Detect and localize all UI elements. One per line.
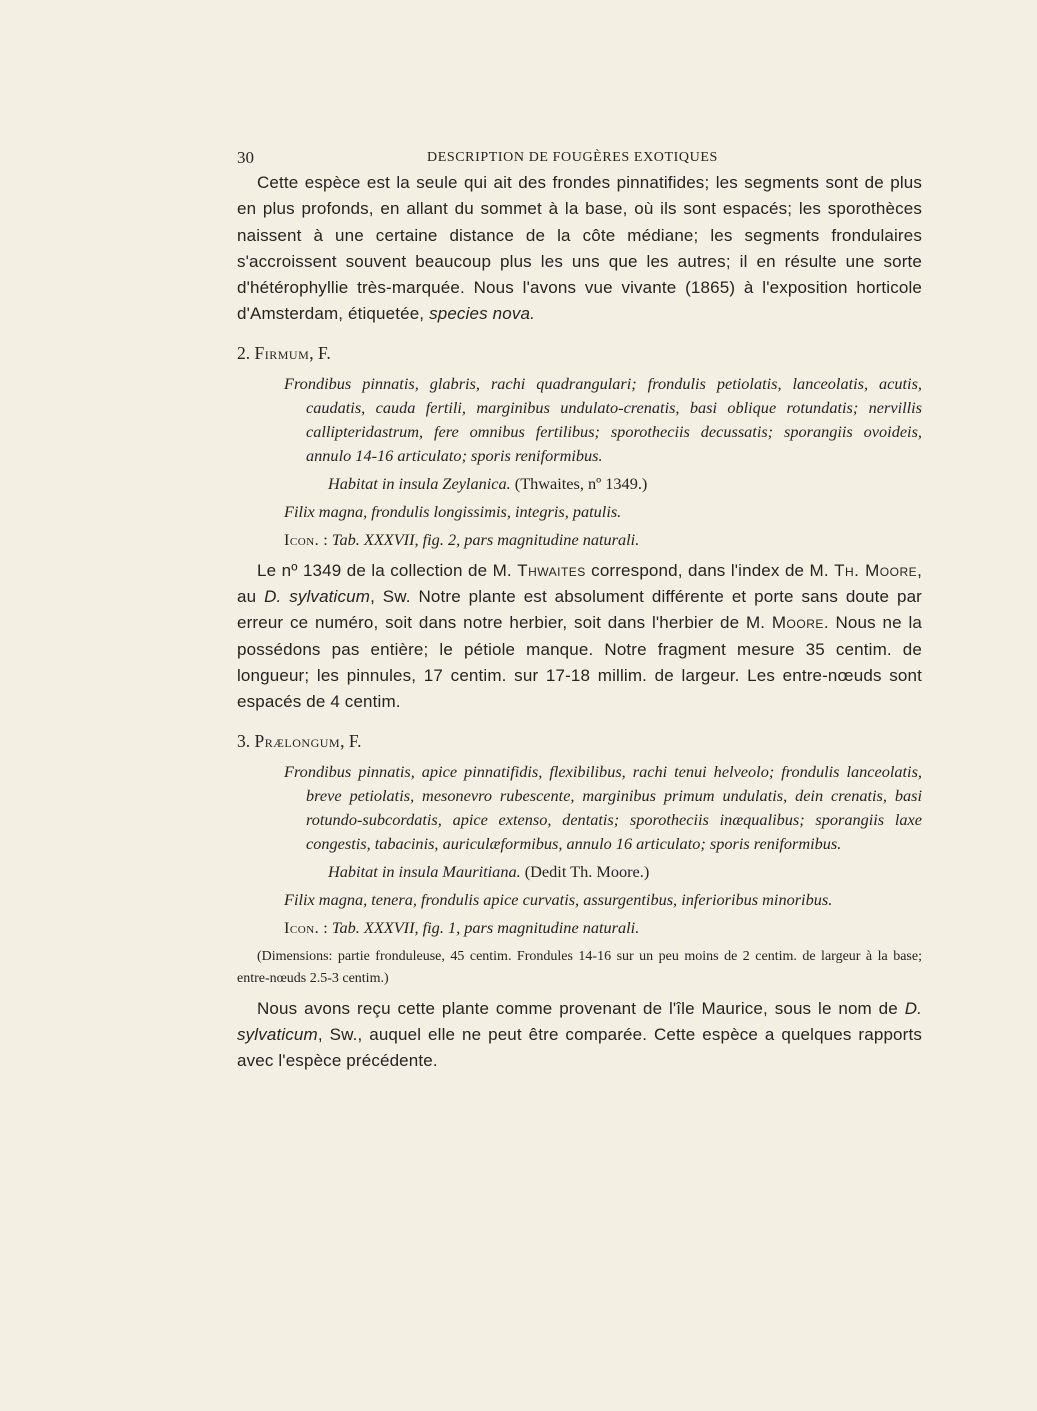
commentary-text: , Sw., auquel elle ne peut être comparée. Cette espèce a quelques rapports avec l'espèce précédente. xyxy=(237,1024,922,1071)
species-name: Prælongum xyxy=(254,730,341,751)
commentary-text: correspond, dans l'index de M. xyxy=(585,560,835,580)
page-header xyxy=(237,146,922,170)
species-number: 2. xyxy=(237,342,251,363)
icon-label: Icon. xyxy=(284,917,320,937)
intro-paragraph xyxy=(237,170,922,328)
page xyxy=(237,146,922,1074)
habitat-locality: Habitat in insula Mauritiana. xyxy=(328,861,521,881)
commentary-paragraph-2 xyxy=(237,558,922,716)
filix-description-3: Filix magna, tenera, frondulis apice curvatis, assurgentibus, inferioribus minoribus. xyxy=(284,889,833,909)
species-author: , F. xyxy=(309,342,331,363)
running-title: DESCRIPTION DE FOUGÈRES EXOTIQUES xyxy=(427,150,718,165)
icon-plate: Tab. XXXVII, fig. 2, pars magnitudine naturali. xyxy=(331,529,640,549)
dimensions-note: (Dimensions: partie fronduleuse, 45 centim. Frondules 14-16 sur un peu moins de 2 centim. de largeur à la base; entre-nœuds 2.5-3 centim.) xyxy=(237,948,922,986)
latin-diagnosis-2: Frondibus pinnatis, glabris, rachi quadrangulari; frondulis petiolatis, lanceolatis, acutis, caudatis, cauda fertili, marginibus undulato-crenatis, basi oblique rotundatis; nervillis callipteridastrum, fere omnibus fertilibus; sporotheciis decussatis; sporangiis ovoideis, annulo 14-16 articulato; sporis reniformibus. xyxy=(284,373,922,465)
species-heading-2 xyxy=(237,341,922,365)
species-number: 3. xyxy=(237,730,251,751)
author-name: Moore xyxy=(771,613,824,633)
commentary-text: , Sw. Notre plante est absolument différente et porte sans doute par erreur ce numéro, soit dans notre herbier, soit dans l'herbier de M. xyxy=(237,587,922,633)
habitat-locality: Habitat in insula Zeylanica. xyxy=(328,473,511,493)
intro-italic: species nova. xyxy=(429,304,535,324)
icon-label: Icon. xyxy=(284,529,320,549)
species-name: Firmum xyxy=(254,342,310,363)
habitat-2 xyxy=(237,472,922,496)
commentary-text: Le nº 1349 de la collection de M. xyxy=(257,560,518,580)
page-number: 30 xyxy=(237,148,254,167)
intro-text: Cette espèce est la seule qui ait des frondes pinnatifides; les segments sont de plus en plus profonds, en allant du sommet à la base, où ils sont espacés; les sporothèces naissent à une certaine distance de la côte médiane; les segments frondulaires s'accroissent souvent beaucoup plus les uns que les autres; il en résulte une sorte d'hétérophyllie très-marquée. Nous l'avons vue vivante (1865) à l'exposition horticole d'Amsterdam, étiquetée, xyxy=(237,173,922,324)
habitat-source: (Thwaites, nº 1349.) xyxy=(510,473,648,493)
taxon-name: D. sylvaticum xyxy=(264,587,371,607)
author-name: Thwaites xyxy=(517,560,586,580)
habitat-source: (Dedit Th. Moore.) xyxy=(520,861,650,881)
icon-reference-3: Icon. : Tab. XXXVII, fig. 1, pars magnitudine naturali. xyxy=(284,917,640,937)
taxon-name: D. sylvaticum xyxy=(237,998,922,1044)
commentary-paragraph-3 xyxy=(237,996,922,1075)
species-author: , F. xyxy=(340,730,362,751)
filix-description-2: Filix magna, frondulis longissimis, integris, patulis. xyxy=(284,501,622,521)
species-heading-3 xyxy=(237,729,922,753)
commentary-text: . Nous ne la possédons pas entière; le pétiole manque. Notre fragment mesure 35 centim. de longueur; les pinnules, 17 centim. sur 17-18 millim. de largeur. Les entre-nœuds sont espacés de 4 centim. xyxy=(237,613,923,712)
commentary-text: Nous avons reçu cette plante comme provenant de l'île Maurice, sous le nom de xyxy=(257,998,905,1018)
latin-diagnosis-3: Frondibus pinnatis, apice pinnatifidis, flexibilibus, rachi tenui helveolo; frondulis lanceolatis, breve petiolatis, mesonevro rubescente, marginibus primum undulatis, dein crenatis, basi rotundo-subcordatis, apice extenso, dentatis; sporotheciis inæqualibus; sporangiis laxe congestis, tabacinis, auriculæformibus, annulo 16 articulato; sporis reniformibus. xyxy=(284,761,922,853)
commentary-text: , au xyxy=(237,560,922,607)
icon-plate: Tab. XXXVII, fig. 1, pars magnitudine naturali. xyxy=(331,917,640,937)
icon-reference-2: Icon. : Tab. XXXVII, fig. 2, pars magnitudine naturali. xyxy=(284,529,640,549)
habitat-3 xyxy=(237,860,922,884)
author-name: Th. Moore xyxy=(834,560,918,580)
